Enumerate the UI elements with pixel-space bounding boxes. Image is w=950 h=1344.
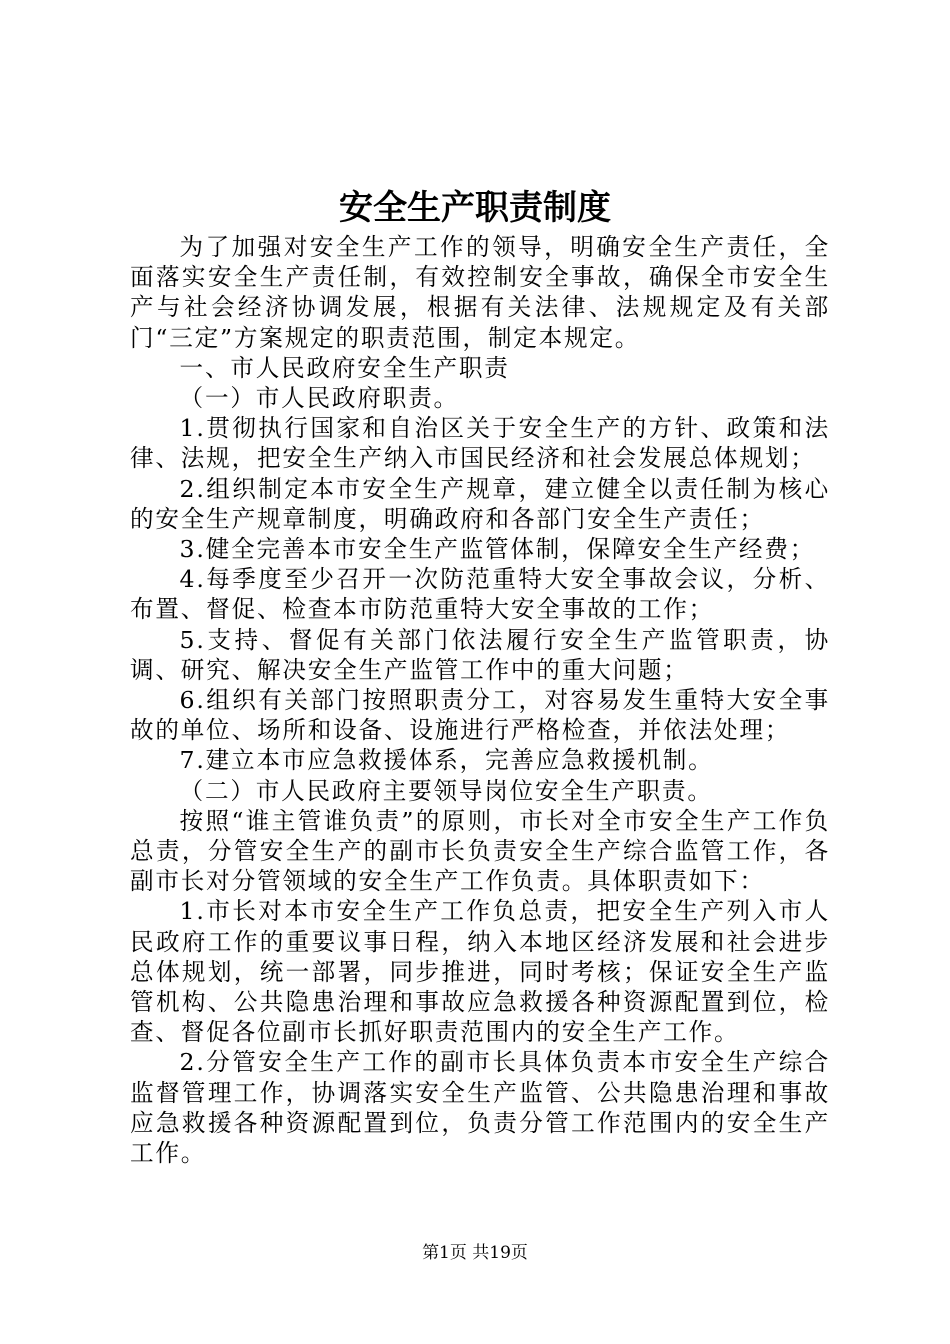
paragraph-item: 1.贯彻执行国家和自治区关于安全生产的方针、政策和法律、法规，把安全生产纳入市国民经济和社会发展总体规划； [130, 414, 830, 473]
paragraph-subsection-heading: （二）市人民政府主要领导岗位安全生产职责。 [179, 776, 713, 805]
paragraph-principle: 按照“谁主管谁负责”的原则，市长对全市安全生产工作负总责，分管安全生产的副市长负责安全生产综合监管工作，各副市长对分管领域的安全生产工作负责。具体职责如下： [130, 806, 830, 896]
paragraph-item: 2.组织制定本市安全生产规章，建立健全以责任制为核心的安全生产规章制度，明确政府和各部门安全生产责任； [130, 474, 830, 533]
paragraph-item: 3.健全完善本市安全生产监管体制，保障安全生产经费； [179, 535, 816, 564]
paragraph-section-heading: 一、市人民政府安全生产职责 [179, 353, 510, 382]
paragraph-item: 2.分管安全生产工作的副市长具体负责本市安全生产综合监督管理工作，协调落实安全生产监管、公共隐患治理和事故应急救援各种资源配置到位，负责分管工作范围内的安全生产工作。 [130, 1048, 830, 1168]
paragraph-item: 1.市长对本市安全生产工作负总责，把安全生产列入市人民政府工作的重要议事日程，纳入本地区经济发展和社会进步总体规划，统一部署，同步推进，同时考核；保证安全生产监管机构、公共隐患治理和事故应急救援各种资源配置到位，检查、督促各位副市长抓好职责范围内的安全生产工作。 [130, 897, 830, 1047]
document-body [130, 232, 830, 1168]
paragraph-subsection-heading: （一）市人民政府职责。 [179, 384, 459, 413]
paragraph-item: 7.建立本市应急救援体系，完善应急救援机制。 [179, 746, 714, 775]
paragraph-item: 5.支持、督促有关部门依法履行安全生产监管职责，协调、研究、解决安全生产监管工作中的重大问题； [130, 625, 830, 684]
paragraph-item: 6.组织有关部门按照职责分工，对容易发生重特大安全事故的单位、场所和设备、设施进行严格检查，并依法处理； [130, 686, 830, 745]
paragraph-item: 4.每季度至少召开一次防范重特大安全事故会议，分析、布置、督促、检查本市防范重特大安全事故的工作； [130, 565, 830, 624]
document-title: 安全生产职责制度 [339, 188, 611, 228]
page-number-footer: 第1页 共19页 [422, 1243, 528, 1263]
paragraph-intro: 为了加强对安全生产工作的领导，明确安全生产责任，全面落实安全生产责任制，有效控制安全事故，确保全市安全生产与社会经济协调发展，根据有关法律、法规规定及有关部门“三定”方案规定的职责范围，制定本规定。 [130, 233, 830, 352]
